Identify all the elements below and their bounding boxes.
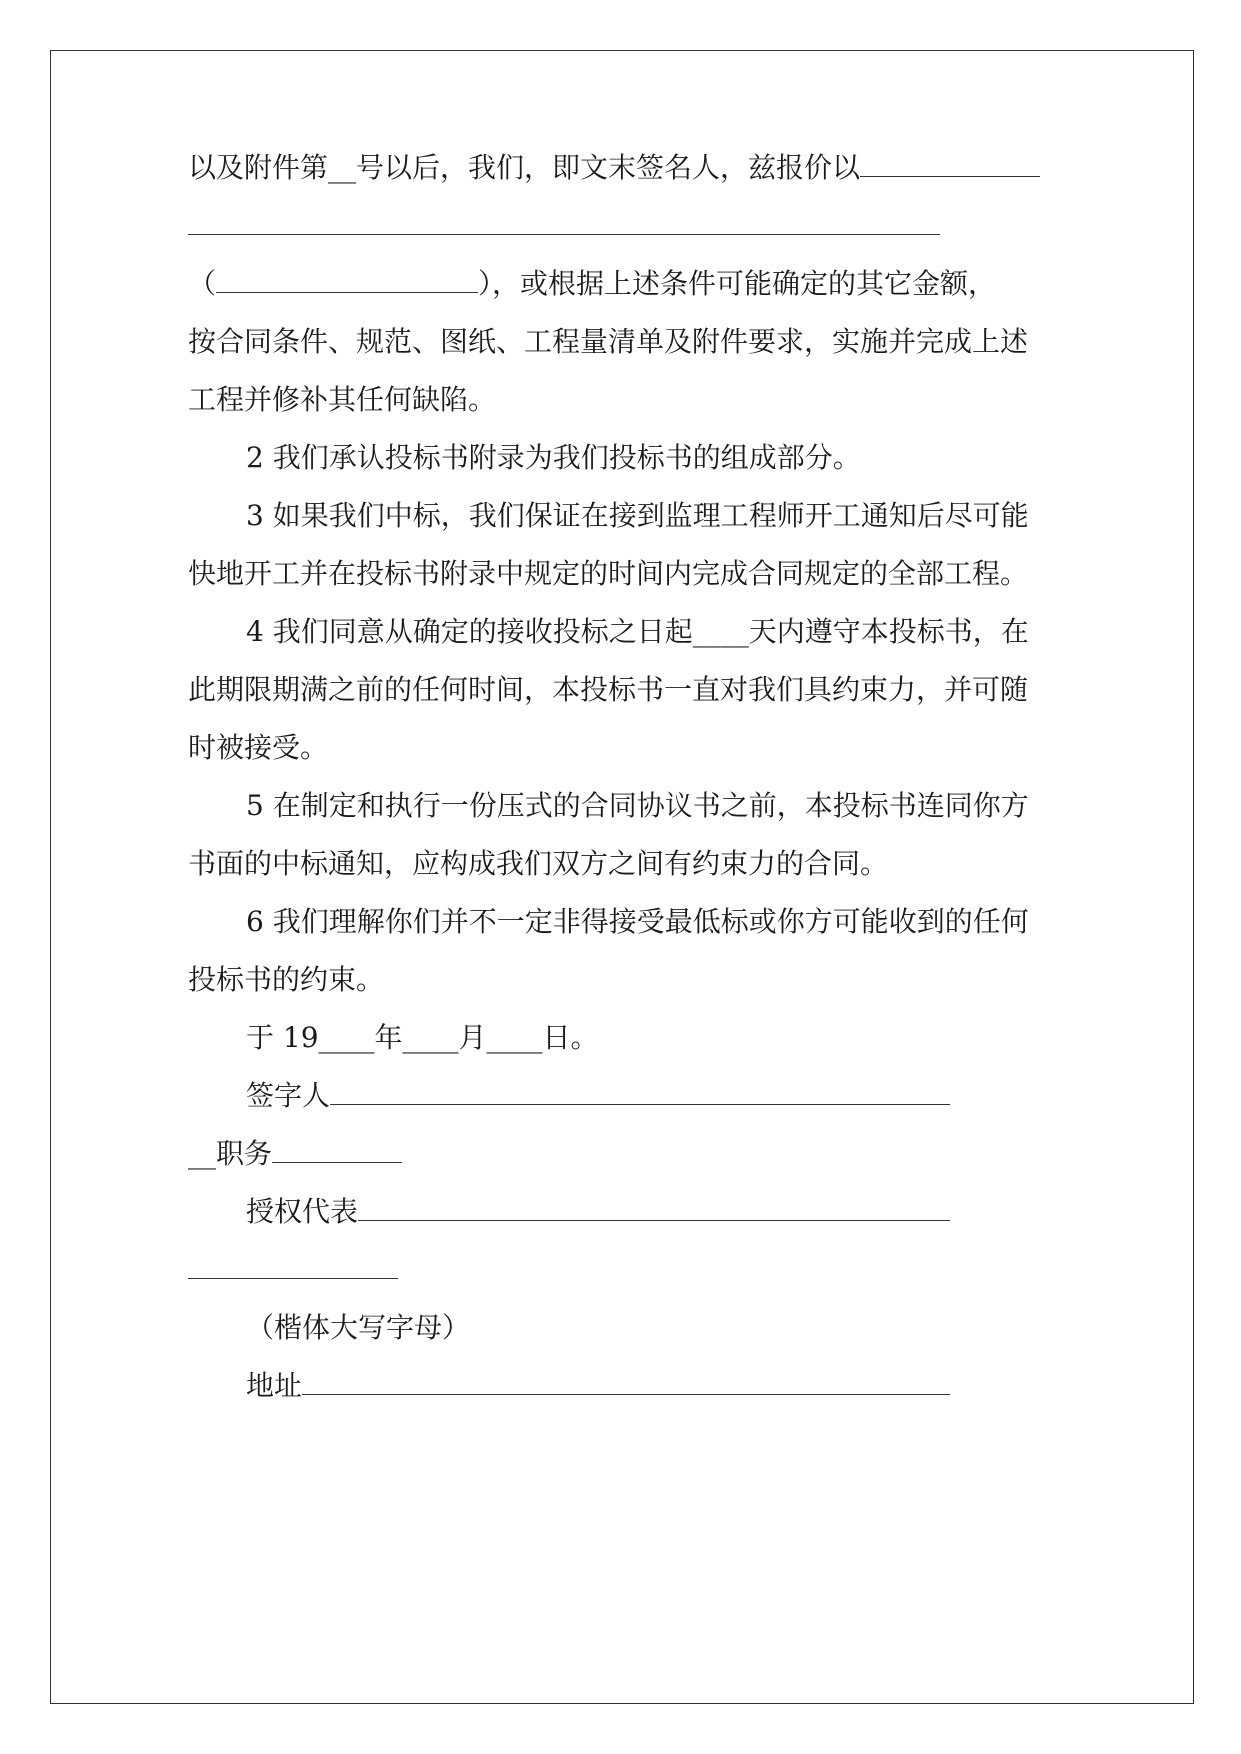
- date-line-text: 于 19____年____月____日。: [246, 1021, 599, 1054]
- address-blank[interactable]: [302, 1366, 950, 1395]
- authorized-rep-blank[interactable]: [358, 1192, 950, 1221]
- position-line: [188, 1134, 402, 1174]
- signatory-line: [246, 1076, 950, 1116]
- paragraph-1-line-1: [188, 148, 1040, 188]
- authorized-rep-line: [246, 1192, 950, 1232]
- paragraph-2-text: 2 我们承认投标书附录为我们投标书的组成部分。: [246, 441, 861, 474]
- paragraph-5-line-2-text: 书面的中标通知，应构成我们双方之间有约束力的合同。: [188, 847, 889, 880]
- paragraph-5-line-1-text: 5 在制定和执行一份压式的合同协议书之前，本投标书连同你方: [246, 789, 1029, 822]
- position-label: 职务: [216, 1137, 273, 1170]
- paragraph-4-line-1: [246, 612, 1029, 652]
- signatory-blank[interactable]: [330, 1076, 950, 1105]
- paragraph-6-line-2: [188, 960, 384, 1000]
- paragraph-1-line-4-text: 按合同条件、规范、图纸、工程量清单及附件要求，实施并完成上述: [188, 325, 1029, 358]
- paragraph-1-line-5: [188, 380, 496, 420]
- amount-figures-blank[interactable]: [216, 264, 478, 293]
- paragraph-4-line-3-text: 时被接受。: [188, 731, 329, 764]
- signatory-label: 签字人: [246, 1079, 331, 1112]
- paragraph-6-line-1: [246, 902, 1029, 942]
- paragraph-1-line-3: [188, 264, 996, 304]
- position-blank[interactable]: [272, 1134, 402, 1163]
- paragraph-3-line-2-text: 快地开工并在投标书附录中规定的时间内完成合同规定的全部工程。: [188, 557, 1029, 590]
- paragraph-3-line-1-text: 3 如果我们中标，我们保证在接到监理工程师开工通知后尽可能: [246, 499, 1029, 532]
- address-line: [246, 1366, 950, 1406]
- print-note-line: [246, 1308, 470, 1348]
- paragraph-2: [246, 438, 861, 478]
- authorized-rep-continuation: [188, 1250, 398, 1290]
- paragraph-3-line-1: [246, 496, 1029, 536]
- paragraph-1-line-4: [188, 322, 1028, 362]
- amount-blank-full-line[interactable]: [188, 206, 940, 235]
- paragraph-6-line-2-text: 投标书的约束。: [188, 963, 385, 996]
- authorized-rep-blank-continued[interactable]: [188, 1250, 398, 1279]
- paragraph-5-line-1: [246, 786, 1029, 826]
- amount-words-blank[interactable]: [860, 148, 1040, 177]
- authorized-rep-label: 授权代表: [246, 1195, 359, 1228]
- paragraph-3-line-2: [188, 554, 1028, 594]
- print-note-text: （楷体大写字母）: [246, 1311, 471, 1344]
- paragraph-4-line-2: [188, 670, 1028, 710]
- paragraph-4-line-2-text: 此期限期满之前的任何时间，本投标书一直对我们具约束力，并可随: [188, 673, 1029, 706]
- position-prefix: __: [188, 1137, 216, 1170]
- open-paren: （: [188, 267, 217, 300]
- paragraph-6-line-1-text: 6 我们理解你们并不一定非得接受最低标或你方可能收到的任何: [246, 905, 1029, 938]
- paragraph-1-line-5-text: 工程并修补其任何缺陷。: [188, 383, 497, 416]
- paragraph-4-line-3: [188, 728, 328, 768]
- paragraph-5-line-2: [188, 844, 888, 884]
- paragraph-1-text: 以及附件第__号以后，我们，即文末签名人，兹报价以: [188, 151, 861, 184]
- paragraph-4-line-1-text: 4 我们同意从确定的接收投标之日起____天内遵守本投标书，在: [246, 615, 1029, 648]
- paragraph-1-line-2: [188, 206, 940, 246]
- address-label: 地址: [246, 1369, 303, 1402]
- paragraph-1-line-3-text: ），或根据上述条件可能确定的其它金额，: [478, 267, 997, 300]
- date-line: [246, 1018, 599, 1058]
